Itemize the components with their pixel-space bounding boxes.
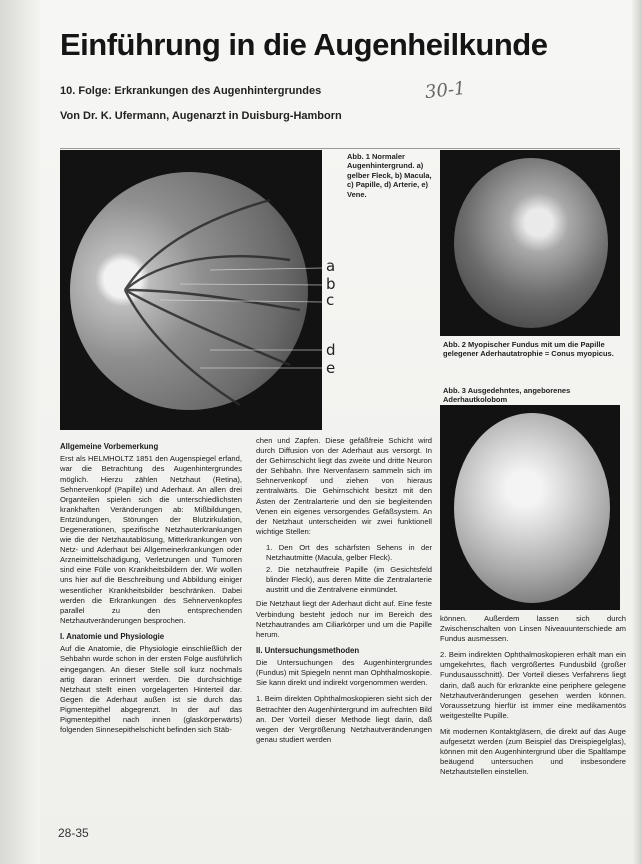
text-column-3 — [440, 614, 626, 783]
page-binding-shadow — [0, 0, 40, 864]
myopic-fundus-image — [454, 158, 608, 328]
figure-2-caption: Abb. 2 Myopischer Fundus mit um die Papille gelegener Aderhautatrophie = Conus myopicus. — [443, 340, 614, 359]
section-heading-methods: II. Untersuchungsmethoden — [256, 645, 360, 655]
retina-vessels-icon — [60, 150, 322, 430]
list-item: 1. Den Ort des schärfsten Sehens in der Netzhautmitte (Macula, gelber Fleck). — [266, 542, 432, 563]
label-b: b — [326, 275, 336, 293]
section-heading-anatomy: I. Anatomie und Physiologie — [60, 631, 165, 641]
figure-1-caption: Abb. 1 Normaler Augenhintergrund. a) gelber Fleck, b) Macula, c) Papille, d) Arterie, e) Vene. — [347, 152, 432, 199]
coloboma-fundus-image — [454, 413, 610, 603]
article-author: Von Dr. K. Ufermann, Augenarzt in Duisburg-Hamborn — [60, 110, 342, 122]
header-divider — [60, 148, 620, 149]
figure-2-photo — [440, 150, 620, 336]
text-column-1 — [60, 436, 242, 741]
figure-3-photo — [440, 405, 620, 610]
paragraph: können. Außerdem lassen sich durch Zwischenschalten von Linsen Niveauunterschiede am Fundus ausmessen. — [440, 614, 626, 644]
article-subtitle: 10. Folge: Erkrankungen des Augenhintergrundes — [60, 85, 322, 97]
label-a: a — [326, 257, 336, 275]
label-c: c — [326, 291, 335, 309]
paragraph: Erst als HELMHOLTZ 1851 den Augenspiegel erfand, war die Betrachtung des Augenhintergrundes möglich. Hierzu zählen Netzhaut (Retina), Sehnervenkopf (Papille) und Aderhaut. An allen drei Organteilen spielen sich die unterschiedlichsten krankhaften Veränderungen ab: Mißbildungen, Entzündungen, Störungen der Blutzirkulation, Degenerationen, spezifische Netzhauterkrankungen wie die der Netzhautablösung, Mitterkrankungen von Netz- und Aderhaut bei Allgemeinerkrankungen oder Arzneimittelschädigung, Verletzungen und Tumoren sind eine Fülle von Krankheitsbildern der. Wir wollen uns hier auf die Beschreibung und Abbildung einiger wesentlicher Krankheitsbilder beschränken. Dabei werden die Erkrankungen des Sehnervenkopfes parallel zu den entsprechenden Netzhautveränderungen besprochen. — [60, 454, 242, 625]
list-item: 2. Die netzhautfreie Papille (im Gesichtsfeld blinder Fleck), aus deren Mitte die Zentralarterie austritt und die Zentralvene einmündet. — [266, 565, 432, 595]
paragraph: 2. Beim indirekten Ophthalmoskopieren erhält man ein umgekehrtes, flach vergrößertes Fundusbild (großer Fundusausschnitt). Der Vorteil dieses Verfahrens liegt darin, daß auch für erkrankte eine periphere gelegene Netzhautveränderungen gesehen werden können. Voraussetzung hierfür ist immer eine medikamentös weitgestellte Pupille. — [440, 650, 626, 720]
page-number: 28-35 — [58, 826, 89, 840]
figure-1-photo — [60, 150, 322, 430]
paragraph: Auf die Anatomie, die Physiologie einschließlich der Sehbahn wurde schon in der ersten Folge ausführlich eingegangen. An dieser Stelle soll kurz nochmals artig daran erinnert werden. Die durchsichtige Netzhaut stellt einen vorgelagerten Hinterteil dar. Gegen die Aderhaut außen ist sie durch das Pigmentepithel abgegrenzt. In der auf das Pigmentepithel nach innen (glaskörperwärts) folgenden Sinnesepithelschicht befinden sich Stäb- — [60, 644, 242, 735]
page-edge-shadow — [632, 0, 642, 864]
label-d: d — [326, 341, 336, 359]
paragraph: Die Netzhaut liegt der Aderhaut dicht auf. Eine feste Verbindung besteht jedoch nur im Bereich des Netzhautrandes am Ciliarkörper und um die Papille herum. — [256, 599, 432, 639]
retina-points-list — [256, 543, 432, 595]
article-title: Einführung in die Augenheilkunde — [60, 27, 548, 62]
figure-3-caption: Abb. 3 Ausgedehntes, angeborenes Aderhautkolobom — [443, 386, 571, 405]
paragraph: chen und Zapfen. Diese gefäßfreie Schicht wird durch Diffusion von der Aderhaut aus versorgt. In der Gehirnschicht liegt das zweite und dritte Neuron der Sehbahn. Ihre Nervenfasern sammeln sich im Sehnervenkopf und ziehen von hieraus zentralwärts. Die Gehirnschicht besitzt mit den Ästen der Zentralarterie und den sie begleitenden Venen ein eigenes versorgendes Gefäßsystem. An der Netzhaut unterscheiden wir zwei funktionell wichtige Stellen: — [256, 436, 432, 536]
paragraph: Die Untersuchungen des Augenhintergrundes (Fundus) mit Spiegeln nennt man Ophthalmoskopie. Sie kann direkt und indirekt vorgenommen werden. — [256, 658, 432, 688]
paragraph: 1. Beim direkten Ophthalmoskopieren sieht sich der Betrachter den Augenhintergrund im aufrechten Bild an. Der Vorteil dieser Methode liegt darin, daß wegen der Vergrößerung Netzhautveränderungen genau studiert werden — [256, 694, 432, 744]
text-column-2 — [256, 436, 432, 751]
handwritten-note: 30-1 — [424, 77, 467, 104]
section-heading-general: Allgemeine Vorbemerkung — [60, 442, 159, 451]
paragraph: Mit modernen Kontaktgläsern, die direkt auf das Auge aufgesetzt werden (zum Beispiel das Dreispiegelglas), können mit den Augenhintergrund über die Spaltlampe beäugend untersuchen und insbesondere Netzhautstellen einstellen. — [440, 726, 626, 777]
label-e: e — [326, 359, 336, 377]
